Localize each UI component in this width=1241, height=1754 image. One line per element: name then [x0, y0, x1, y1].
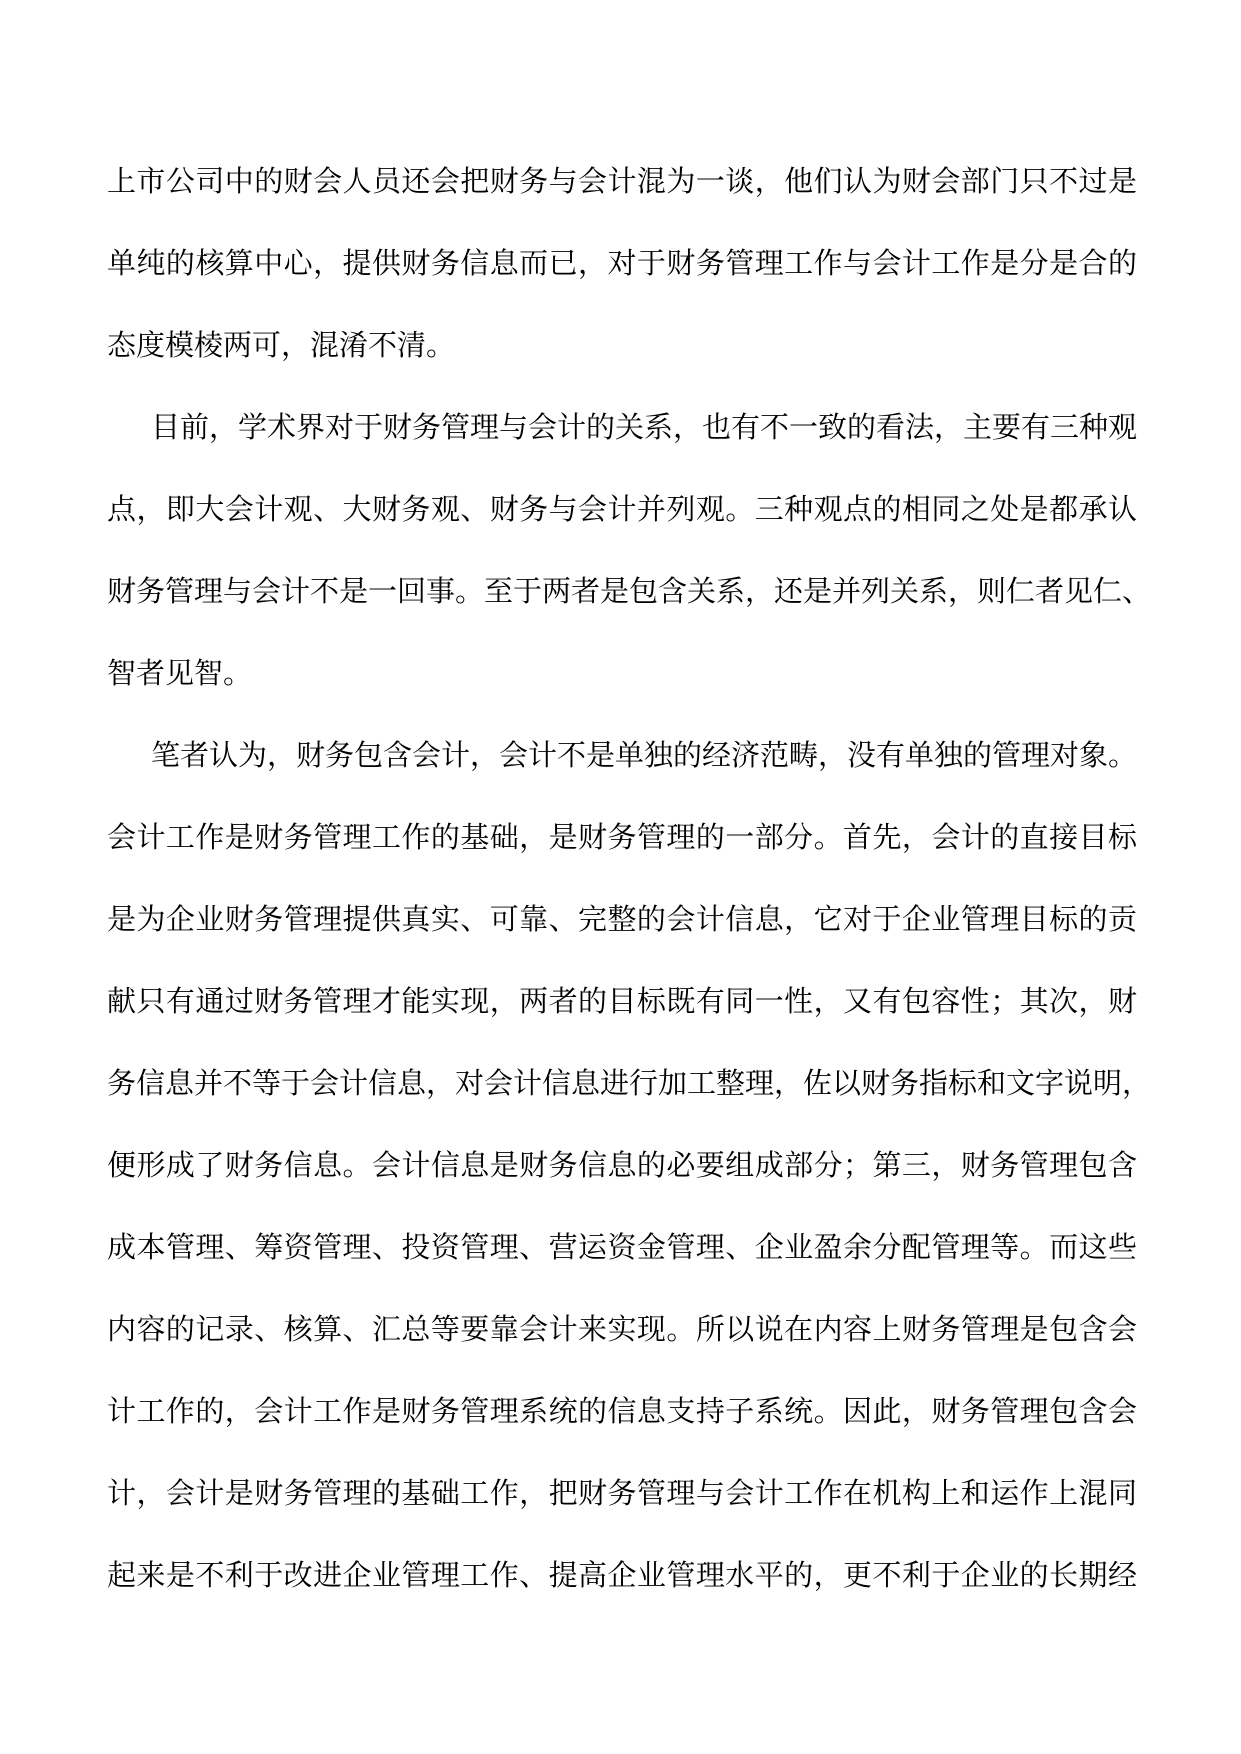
paragraph-3-line-1: 笔者认为，财务包含会计，会计不是单独的经济范畴，没有单独的管理对象。: [151, 738, 1138, 772]
paragraph-3-line-9: 计工作的，会计工作是财务管理系统的信息支持子系统。因此，财务管理包含会: [107, 1394, 1137, 1428]
paragraph-1-line-1: 上市公司中的财会人员还会把财务与会计混为一谈，他们认为财会部门只不过是: [107, 164, 1137, 198]
paragraph-1-line-3: 态度模棱两可，混淆不清。: [107, 328, 456, 362]
body-text: [107, 162, 1152, 1638]
paragraph-2-line-3: 财务管理与会计不是一回事。至于两者是包含关系，还是并列关系，则仁者见仁、: [107, 574, 1152, 608]
paragraph-1-line-2: 单纯的核算中心，提供财务信息而已，对于财务管理工作与会计工作是分是合的: [107, 246, 1137, 280]
paragraph-3-line-3: 是为企业财务管理提供真实、可靠、完整的会计信息，它对于企业管理目标的贡: [107, 902, 1137, 936]
paragraph-2-line-1: 目前，学术界对于财务管理与会计的关系，也有不一致的看法，主要有三种观: [151, 410, 1138, 444]
paragraph-3-line-11: 起来是不利于改进企业管理工作、提高企业管理水平的，更不利于企业的长期经: [107, 1558, 1137, 1592]
paragraph-3-line-4: 献只有通过财务管理才能实现，两者的目标既有同一性，又有包容性；其次，财: [107, 984, 1137, 1018]
paragraph-3-line-6: 便形成了财务信息。会计信息是财务信息的必要组成部分；第三，财务管理包含: [107, 1148, 1137, 1182]
paragraph-3-line-7: 成本管理、筹资管理、投资管理、营运资金管理、企业盈余分配管理等。而这些: [107, 1230, 1137, 1264]
paragraph-2-line-4: 智者见智。: [107, 656, 253, 690]
paragraph-3-line-8: 内容的记录、核算、汇总等要靠会计来实现。所以说在内容上财务管理是包含会: [107, 1312, 1137, 1346]
paragraph-3-line-5: 务信息并不等于会计信息，对会计信息进行加工整理，佐以财务指标和文字说明，: [107, 1066, 1152, 1100]
paragraph-2-line-2: 点，即大会计观、大财务观、财务与会计并列观。三种观点的相同之处是都承认: [107, 492, 1137, 526]
paragraph-3-line-2: 会计工作是财务管理工作的基础，是财务管理的一部分。首先，会计的直接目标: [107, 820, 1137, 854]
paragraph-3-line-10: 计，会计是财务管理的基础工作，把财务管理与会计工作在机构上和运作上混同: [107, 1476, 1137, 1510]
